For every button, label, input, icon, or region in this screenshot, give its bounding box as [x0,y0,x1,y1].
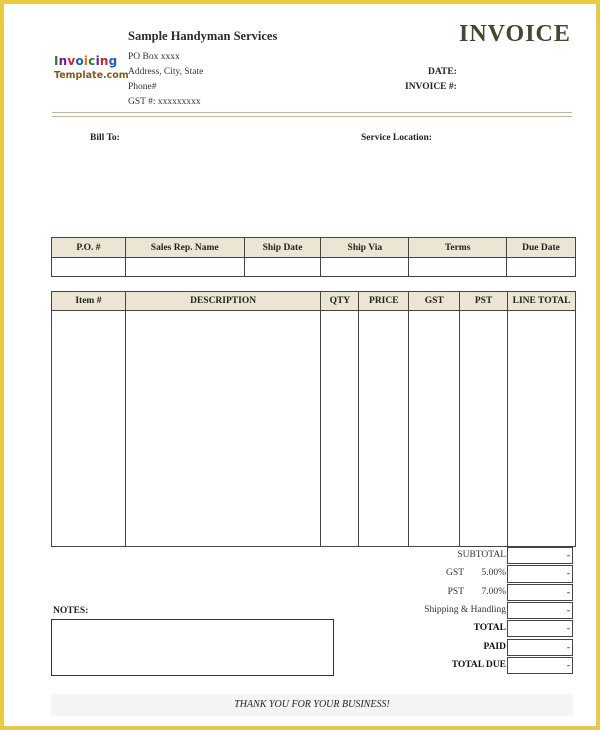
pst-column[interactable] [460,311,508,547]
logo-letter: o [75,54,84,68]
ship-date-header: Ship Date [244,238,321,258]
totals-value[interactable]: - [507,602,573,619]
service-location-label: Service Location: [361,133,432,143]
line-total-header: LINE TOTAL [508,292,576,311]
totals-label: TOTAL [473,623,506,634]
totals-label: Shipping & Handling [424,604,506,615]
pst-header: PST [460,292,508,311]
items-table [51,291,576,547]
gst-column[interactable] [409,311,460,547]
thank-you-footer: THANK YOU FOR YOUR BUSINESS! [51,694,573,716]
logo-letter: i [95,54,100,68]
gst-header: GST [409,292,460,311]
totals-label: PST [447,586,464,597]
logo-letter: g [108,54,118,68]
date-label: DATE: [428,67,457,77]
price-header: PRICE [359,292,409,311]
totals-rate: 5.00% [481,568,506,579]
totals-label: PAID [483,641,506,652]
sales-rep-cell[interactable] [125,258,244,277]
price-column[interactable] [359,311,409,547]
totals-label: TOTAL DUE [451,659,506,670]
totals-value[interactable]: - [507,639,573,656]
ship-via-cell[interactable] [321,258,409,277]
logo-line1 [54,54,117,68]
qty-header: QTY [321,292,359,311]
logo-letter: I [54,54,59,68]
address-line-2: Address, City, State [128,67,204,77]
logo-letter: n [58,54,68,68]
company-name: Sample Handyman Services [128,29,278,43]
address-line-3: Phone# [128,82,157,92]
terms-cell[interactable] [409,258,507,277]
invoice-number-label: INVOICE #: [405,82,457,92]
ship-date-cell[interactable] [244,258,321,277]
totals-label: SUBTOTAL [457,550,506,560]
description-column[interactable] [125,311,321,547]
due-date-header: Due Date [507,238,576,258]
po-header: P.O. # [52,238,126,258]
item-number-header: Item # [52,292,126,311]
totals-value[interactable]: - [507,657,573,674]
description-header: DESCRIPTION [125,292,321,311]
logo-letter: i [83,54,89,68]
divider [52,112,572,113]
totals-label: GST [446,568,464,579]
address-line-4: GST #: xxxxxxxxx [128,97,201,107]
item-number-column[interactable] [52,311,126,547]
totals-value[interactable]: - [507,547,573,564]
po-cell[interactable] [52,258,126,277]
divider [52,116,572,117]
logo-letter: c [88,54,96,68]
totals-value[interactable]: - [507,565,573,582]
sales-rep-header: Sales Rep. Name [125,238,244,258]
terms-header: Terms [409,238,507,258]
invoice-title: INVOICE [459,21,571,47]
notes-label: NOTES: [53,606,89,616]
order-info-table [51,237,576,277]
due-date-cell[interactable] [507,258,576,277]
totals-rate: 7.00% [481,586,506,597]
invoice-page [4,4,596,726]
totals-value[interactable]: - [507,620,573,637]
bill-to-label: Bill To: [90,133,120,143]
ship-via-header: Ship Via [321,238,409,258]
line-total-column[interactable] [508,311,576,547]
notes-box[interactable] [51,619,334,676]
logo-line2: Template.com [54,70,129,81]
totals-value[interactable]: - [507,584,573,601]
logo-letter: n [99,54,109,68]
address-line-1: PO Box xxxx [128,52,180,62]
qty-column[interactable] [321,311,359,547]
logo-letter: v [67,54,76,68]
